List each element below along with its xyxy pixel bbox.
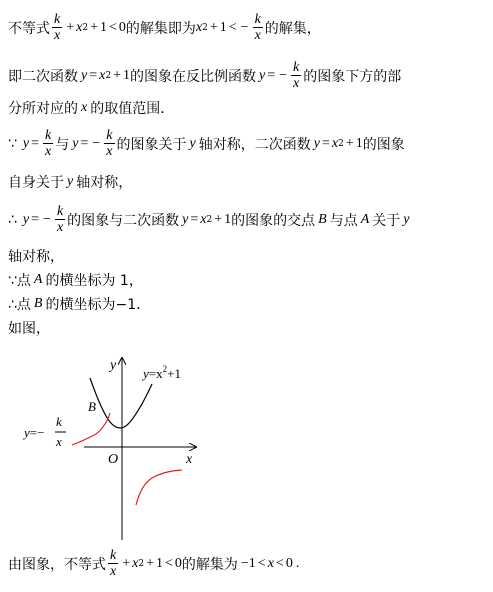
text: 的图象的交点 [231,212,316,229]
hyperbola-branch-left [72,413,110,445]
line-4: ∵ y = $\frac{k}{x}$ 与 y = − $\frac{k}{x}$ 的图象关于 y 轴对称，二次函数 y = x 2 + 1 的图象 [8,128,405,159]
text: 的解集即为 [125,20,196,37]
line-10 [8,318,50,338]
text: 即二次函数 [8,68,78,85]
text: 的解集， [264,20,321,37]
fraction-k-over-x: $\frac{k}{x}$ [293,60,300,91]
text: 轴对称， [8,249,64,265]
text: 的取值范围． [90,101,175,117]
text: 自身关于 [8,175,64,191]
line-3: 分所对应的 x 的取值范围． [8,100,175,117]
line-1: 不等式 $\frac{k}{x}$ + x 2 + 1 < 0 的解集即为 x 2 + 1 < − $\frac{k}{x}$ 的解集， [8,12,321,43]
hyperbola-label-denominator: x [56,434,62,449]
hyperbola-branch-right [136,470,182,505]
text: 不等式 [8,20,50,37]
text: 的横坐标为 1， [45,273,143,289]
fraction-k-over-x: $\frac{k}{x}$ [56,204,64,235]
text: 的图象与二次函数 [67,212,180,229]
line-9: ∴点 B 的横坐标为−1． [8,296,151,313]
text: 的横坐标为−1． [45,297,151,313]
origin-label: O [108,452,119,467]
text: ∵ [8,135,17,152]
text: 的图象在反比例函数 [129,68,256,85]
text: 关于 [372,212,401,229]
line-11: 由图象，不等式 $\frac{k}{x}$ + x 2 + 1 < 0 的解集为 −1 < x < 0 . [8,548,300,579]
text: 与 [55,136,70,153]
text: 如图， [8,321,50,337]
fraction-k-over-x: $\frac{k}{x}$ [106,128,113,159]
text: ∵点 [8,273,31,289]
axis-label-x: x [186,452,193,467]
line-7 [8,246,64,266]
fraction-k-over-x: $\frac{k}{x}$ [45,128,52,159]
text: 的解集为 [181,556,238,573]
fraction-k-over-x: $\frac{k}{x}$ [110,548,117,579]
text: 由图象，不等式 [8,556,106,573]
fraction-k-over-x: $\frac{k}{x}$ [254,12,261,43]
text: 分所对应的 [8,101,78,117]
hyperbola-label-numerator: k [56,414,62,429]
fraction-k-over-x: $\frac{k}{x}$ [54,12,61,43]
line-8: ∵点 A 的横坐标为 1， [8,272,143,289]
text: 的图象关于 [116,136,187,153]
parabola-label: $y=x^2+1$ [143,364,181,381]
hyperbola-label: y=− [24,425,45,440]
line-2: 即二次函数 y = x 2 + 1 的图象在反比例函数 y = − $\frac{k}{x}$ 的图象下方的部 [8,60,402,91]
line-6: ∴ y = − $\frac{k}{x}$ 的图象与二次函数 y = x 2 + 1 的图象的交点 B 与点 A 关于 y [8,204,410,235]
text: 与点 [329,212,358,229]
text: ∴ [8,211,17,228]
text: 轴对称，二次函数 [198,136,311,153]
axis-label-y: y [110,358,117,373]
text: 轴对称， [76,175,133,191]
text: 的图象 [362,136,405,153]
line-5: 自身关于 y 轴对称， [8,174,133,191]
text: ∴点 [8,297,31,313]
point-b-label: B [88,399,96,414]
text: 的图象下方的部 [303,68,402,85]
parabola-curve [90,378,152,428]
